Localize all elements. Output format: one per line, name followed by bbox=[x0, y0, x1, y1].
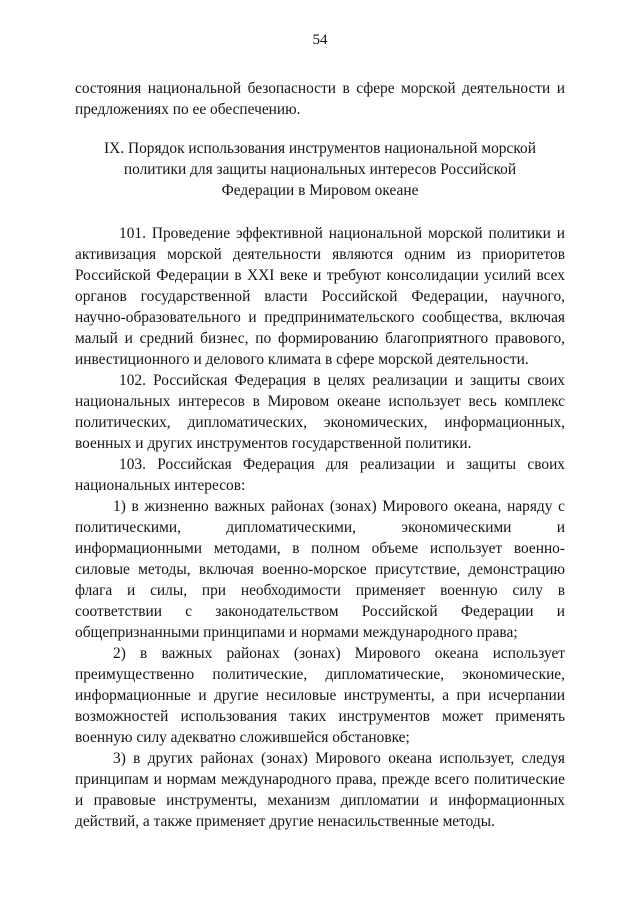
list-item-3: 3) в других районах (зонах) Мирового океана использует, следуя принципам и нормам международного права, прежде всего политические и правовые инструменты, механизм дипломатии и информационных действий, а также применяет другие ненасильственные методы. bbox=[75, 750, 565, 830]
page-number: 54 bbox=[312, 32, 328, 48]
intro-paragraph: состояния национальной безопасности в сфере морской деятельности и предложениях по ее обеспечению. bbox=[75, 80, 565, 118]
list-item-1: 1) в жизненно важных районах (зонах) Мирового океана, наряду с политическими, дипломатическими, экономическими и информационными методами, в полном объеме использует военно-силовые методы, включая военно-морское присутствие, демонстрацию флага и силы, при необходимости применяет военную силу в соответствии с законодательством Российской Федерации и общепризнанными принципами и нормами международного права; bbox=[75, 498, 565, 641]
section-heading-line-1: IX. Порядок использования инструментов национальной морской bbox=[104, 140, 536, 157]
paragraph-103: 103. Российская Федерация для реализации и защиты своих национальных интересов: bbox=[75, 456, 565, 494]
section-heading bbox=[75, 138, 565, 201]
document-body bbox=[75, 78, 565, 832]
paragraph-102: 102. Российская Федерация в целях реализации и защиты своих национальных интересов в Мировом океане использует весь комплекс политических, дипломатических, экономических, информационных, военных и других инструментов государственной политики. bbox=[75, 372, 565, 452]
section-heading-line-3: Федерации в Мировом океане bbox=[221, 182, 419, 199]
list-item-2: 2) в важных районах (зонах) Мирового океана использует преимущественно политические, дипломатические, экономические, информационные и другие несиловые инструменты, а при исчерпании возможностей использования таких инструментов может применять военную силу адекватно сложившейся обстановке; bbox=[75, 645, 565, 746]
paragraph-101: 101. Проведение эффективной национальной морской политики и активизация морской деятельности являются одним из приоритетов Российской Федерации в XXI веке и требуют консолидации усилий всех органов государственной власти Российской Федерации, научного, научно-образовательного и предпринимательского сообщества, включая малый и средний бизнес, по формированию благоприятного правового, инвестиционного и делового климата в сфере морской деятельности. bbox=[75, 225, 565, 368]
section-heading-line-2: политики для защиты национальных интересов Российской bbox=[123, 161, 517, 178]
